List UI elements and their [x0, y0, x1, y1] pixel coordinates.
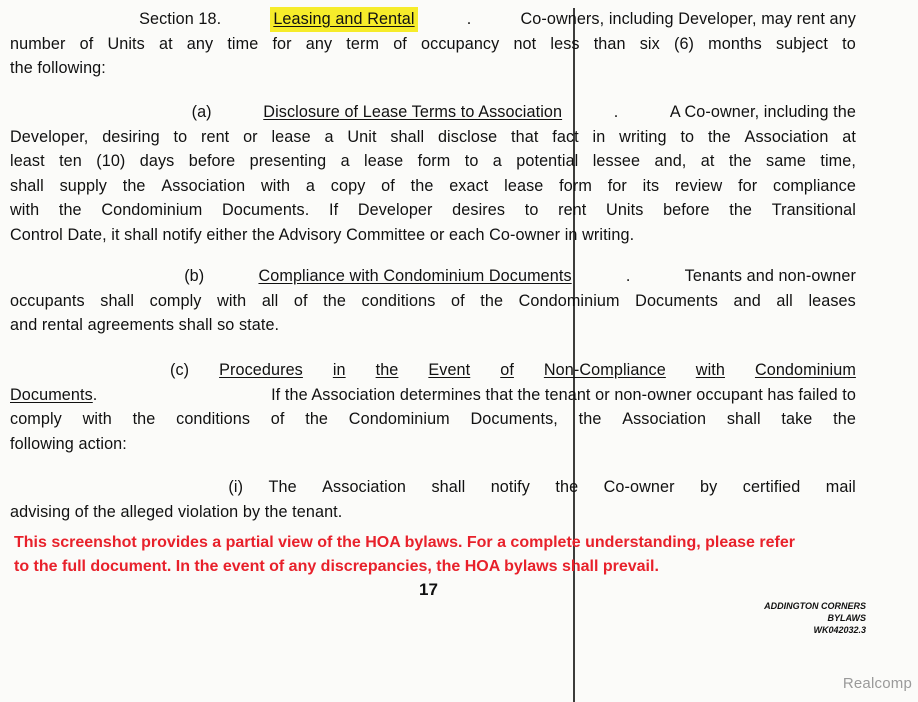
subsection-c-line-1 — [10, 358, 856, 383]
subsection-i-word: the — [555, 478, 579, 496]
section-18-paragraph: Section 18. Leasing and Rental . Co-owners, including Developer, may rent any number of Units at any time for any term of occupancy not less than six (6) months subject to the following: — [10, 7, 856, 81]
footer-line-3: WK042032.3 — [813, 625, 866, 635]
subsection-c-title-end: Documents — [10, 385, 93, 404]
subsection-c-title-word: Non-Compliance — [543, 361, 666, 379]
subsection-i-word: The — [268, 478, 297, 496]
subsection-a: (a) Disclosure of Lease Terms to Association . A Co-owner, including the Developer, desiring to rent or lease a Unit shall disclose that fact in writing to the Association at least ten (10) days before presenting a lease form to a potential lessee and, at the same time, shall supply the Association with a copy of the exact lease form for its review for compliance with the Condominium Documents. If Developer desires to rent Units before the Transitional Control Date, it shall notify either the Advisory Committee or each Co-owner in writing. — [10, 100, 856, 248]
notice-line-1: This screenshot provides a partial view of the HOA bylaws. For a complete understanding, please refer — [14, 534, 795, 551]
subsection-i-word: shall — [431, 478, 466, 496]
subsection-i-word: Association — [322, 478, 407, 496]
subsection-a-line-6: Control Date, it shall notify either the Advisory Committee or each Co-owner in writing. — [10, 225, 635, 244]
subsection-c-label: (c) — [169, 361, 190, 379]
subsection-c-title-word: with — [695, 361, 725, 379]
subsection-i-label: (i) — [228, 478, 244, 496]
subsection-c-line-2: Documents. If the Association determines that the tenant or non-owner occupant has failed to — [10, 383, 856, 408]
section-line-3: the following: — [10, 59, 106, 78]
footer-line-2: BYLAWS — [827, 613, 866, 623]
section-number: Section 18. — [139, 10, 222, 28]
subsection-b-intro: Tenants and non-owner — [684, 267, 856, 285]
section-title-highlighted: Leasing and Rental — [270, 7, 417, 32]
subsection-a-line-3: least ten (10) days before presenting a lease form to a potential lessee and, at the same time, — [10, 152, 856, 171]
realcomp-watermark: Realcomp — [842, 675, 912, 692]
subsection-c — [10, 358, 856, 456]
subsection-i-word: Co-owner — [603, 478, 675, 496]
subsection-c-title-word: Procedures — [219, 361, 303, 379]
subsection-a-title: Disclosure of Lease Terms to Association — [263, 103, 563, 121]
subsection-c-line-4: following action: — [10, 434, 127, 453]
subsection-c-title-word: in — [332, 361, 346, 379]
subsection-i — [10, 475, 856, 524]
page-number: 17 — [419, 580, 438, 599]
subsection-c-line-3: comply with the conditions of the Condominium Documents, the Association shall take the — [10, 410, 856, 429]
section-intro-text: Co-owners, including Developer, may rent any — [520, 10, 856, 28]
subsection-a-intro: A Co-owner, including the — [669, 103, 856, 121]
subsection-b: (b) Compliance with Condominium Documents . Tenants and non-owner occupants shall comply with all of the conditions of the Condominium Documents and all leases and rental agreements shall so state. — [10, 264, 856, 338]
subsection-b-line-2: occupants shall comply with all of the conditions of the Condominium Documents and all leases — [10, 291, 856, 310]
subsection-i-word: certified — [742, 478, 801, 496]
subsection-i-word: by — [700, 478, 718, 496]
subsection-b-title: Compliance with Condominium Documents — [258, 267, 572, 285]
document-footer-reference — [764, 600, 866, 636]
footer-line-1: ADDINGTON CORNERS — [764, 601, 866, 611]
subsection-c-title-word: Condominium — [754, 361, 856, 379]
notice-line-2: to the full document. In the event of any discrepancies, the HOA bylaws shall prevail. — [14, 558, 659, 575]
subsection-b-label: (b) — [184, 267, 205, 285]
subsection-a-line-2: Developer, desiring to rent or lease a Unit shall disclose that fact in writing to the Association at — [10, 127, 856, 146]
subsection-a-label: (a) — [191, 103, 212, 121]
subsection-a-line-5: with the Condominium Documents. If Developer desires to rent Units before the Transitional — [10, 201, 856, 220]
subsection-b-line-3: and rental agreements shall so state. — [10, 316, 280, 335]
subsection-i-line-1 — [10, 475, 856, 500]
subsection-a-line-4: shall supply the Association with a copy of the exact lease form for its review for compliance — [10, 176, 856, 195]
subsection-i-line-2: advising of the alleged violation by the tenant. — [10, 502, 343, 521]
partial-view-notice — [14, 531, 914, 579]
subsection-c-title-word: Event — [428, 361, 471, 379]
subsection-i-word: notify — [490, 478, 530, 496]
subsection-c-title-word: the — [375, 361, 399, 379]
subsection-i-word: mail — [825, 478, 856, 496]
subsection-c-line-2-rest: If the Association determines that the tenant or non-owner occupant has failed to — [271, 385, 856, 404]
subsection-c-title-word: of — [500, 361, 514, 379]
section-line-2: number of Units at any time for any term of occupancy not less than six (6) months subject to — [10, 34, 856, 53]
